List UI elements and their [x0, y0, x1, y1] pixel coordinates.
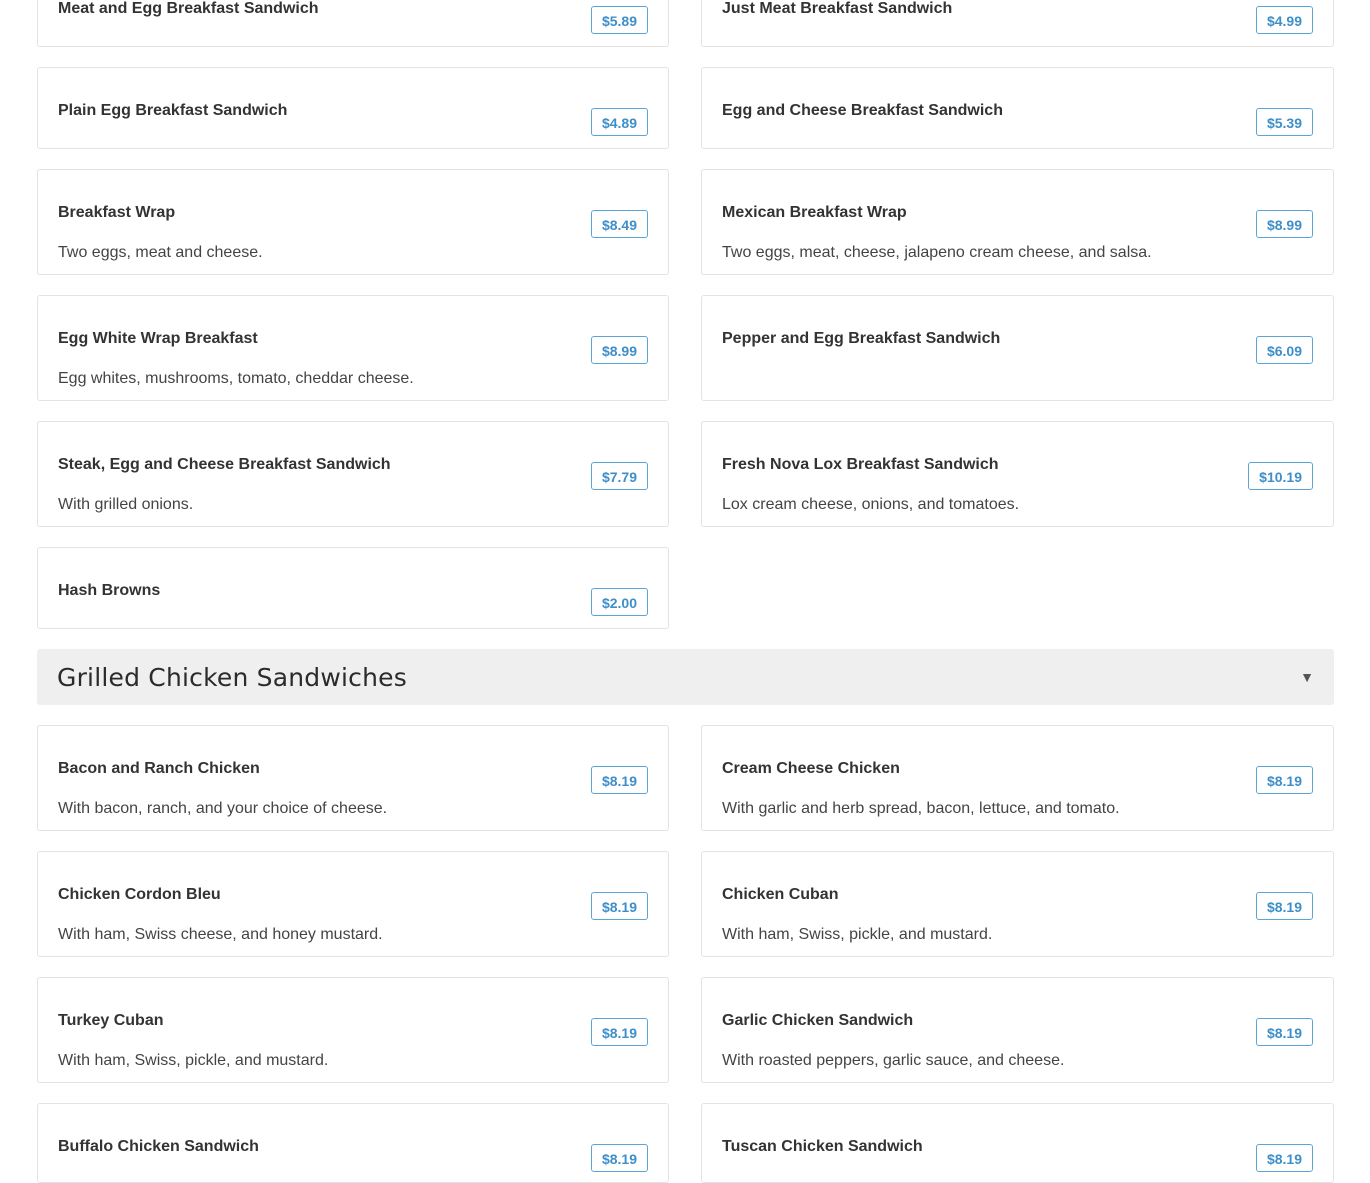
item-name: Just Meat Breakfast Sandwich	[722, 0, 953, 17]
item-name: Hash Browns	[58, 582, 161, 599]
menu-item-card[interactable]	[701, 67, 1334, 149]
price-badge[interactable]: $8.19	[591, 766, 648, 794]
item-name: Plain Egg Breakfast Sandwich	[58, 102, 288, 119]
item-name: Steak, Egg and Cheese Breakfast Sandwich	[58, 456, 391, 473]
price-badge[interactable]: $4.99	[1256, 6, 1313, 34]
menu-item-card[interactable]	[37, 725, 669, 831]
item-description: Egg whites, mushrooms, tomato, cheddar cheese.	[58, 370, 414, 387]
item-description: With ham, Swiss, pickle, and mustard.	[58, 1052, 329, 1069]
section-title: Grilled Chicken Sandwiches	[57, 662, 407, 692]
menu-item-card[interactable]	[701, 725, 1334, 831]
menu-item-card[interactable]	[701, 295, 1334, 401]
item-name: Garlic Chicken Sandwich	[722, 1012, 914, 1029]
menu-item-card[interactable]	[37, 1103, 669, 1183]
item-description: With grilled onions.	[58, 496, 194, 513]
breakfast-items-grid	[37, 0, 1334, 629]
item-name: Mexican Breakfast Wrap	[722, 204, 907, 221]
price-badge[interactable]: $2.00	[591, 588, 648, 616]
grilled-chicken-items-grid	[37, 725, 1334, 1183]
price-badge[interactable]: $8.99	[591, 336, 648, 364]
price-badge[interactable]: $8.19	[1256, 892, 1313, 920]
menu-item-card[interactable]	[37, 977, 669, 1083]
menu-item-card[interactable]	[37, 421, 669, 527]
item-description: Two eggs, meat, cheese, jalapeno cream cheese, and salsa.	[722, 244, 1152, 261]
item-name: Meat and Egg Breakfast Sandwich	[58, 0, 319, 17]
price-badge[interactable]: $5.39	[1256, 108, 1313, 136]
menu-item-card[interactable]	[701, 851, 1334, 957]
item-name: Buffalo Chicken Sandwich	[58, 1138, 259, 1155]
item-name: Bacon and Ranch Chicken	[58, 760, 260, 777]
price-badge[interactable]: $6.09	[1256, 336, 1313, 364]
item-name: Egg and Cheese Breakfast Sandwich	[722, 102, 1003, 119]
item-description: Two eggs, meat and cheese.	[58, 244, 263, 261]
price-badge[interactable]: $8.19	[591, 892, 648, 920]
item-name: Chicken Cordon Bleu	[58, 886, 221, 903]
menu-item-card[interactable]	[701, 169, 1334, 275]
item-name: Cream Cheese Chicken	[722, 760, 900, 777]
menu-item-card[interactable]	[701, 421, 1334, 527]
item-name: Pepper and Egg Breakfast Sandwich	[722, 330, 1001, 347]
price-badge[interactable]: $8.99	[1256, 210, 1313, 238]
menu-item-card[interactable]	[37, 169, 669, 275]
menu-item-card[interactable]	[37, 0, 669, 47]
menu-item-card[interactable]	[701, 977, 1334, 1083]
item-description: With ham, Swiss, pickle, and mustard.	[722, 926, 993, 943]
item-name: Tuscan Chicken Sandwich	[722, 1138, 923, 1155]
price-badge[interactable]: $10.19	[1248, 462, 1313, 490]
item-name: Chicken Cuban	[722, 886, 839, 903]
item-description: With ham, Swiss cheese, and honey mustard.	[58, 926, 383, 943]
menu-item-card[interactable]	[701, 1103, 1334, 1183]
menu-item-card[interactable]	[37, 547, 669, 629]
menu-page	[37, 0, 1334, 1183]
chevron-down-icon[interactable]: ▼	[1300, 669, 1314, 685]
price-badge[interactable]: $8.19	[591, 1018, 648, 1046]
price-badge[interactable]: $8.19	[1256, 1018, 1313, 1046]
menu-item-card[interactable]	[37, 295, 669, 401]
price-badge[interactable]: $4.89	[591, 108, 648, 136]
price-badge[interactable]: $8.19	[591, 1144, 648, 1172]
price-badge[interactable]: $5.89	[591, 6, 648, 34]
section-header-grilled-chicken[interactable]	[37, 649, 1334, 705]
item-name: Breakfast Wrap	[58, 204, 176, 221]
item-description: With bacon, ranch, and your choice of cheese.	[58, 800, 388, 817]
item-name: Egg White Wrap Breakfast	[58, 330, 258, 347]
menu-item-card[interactable]	[37, 851, 669, 957]
price-badge[interactable]: $7.79	[591, 462, 648, 490]
price-badge[interactable]: $8.49	[591, 210, 648, 238]
menu-item-card[interactable]	[701, 0, 1334, 47]
item-description: With roasted peppers, garlic sauce, and cheese.	[722, 1052, 1065, 1069]
item-name: Fresh Nova Lox Breakfast Sandwich	[722, 456, 999, 473]
price-badge[interactable]: $8.19	[1256, 766, 1313, 794]
item-description: Lox cream cheese, onions, and tomatoes.	[722, 496, 1020, 513]
item-description: With garlic and herb spread, bacon, lettuce, and tomato.	[722, 800, 1120, 817]
item-name: Turkey Cuban	[58, 1012, 164, 1029]
menu-item-card[interactable]	[37, 67, 669, 149]
price-badge[interactable]: $8.19	[1256, 1144, 1313, 1172]
